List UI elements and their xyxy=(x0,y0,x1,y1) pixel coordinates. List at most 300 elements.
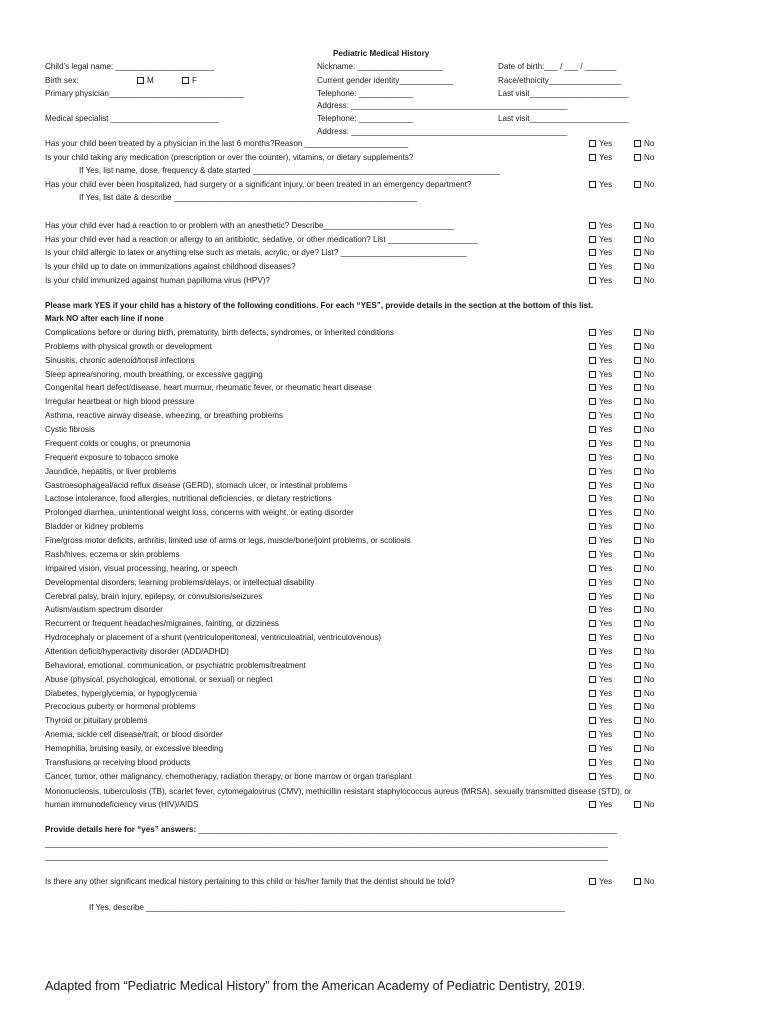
condition-no-checkbox[interactable] xyxy=(634,620,654,628)
condition-no-checkbox[interactable] xyxy=(634,745,654,753)
condition-yes-checkbox[interactable] xyxy=(589,759,612,767)
checkbox-icon xyxy=(589,398,596,405)
condition-yes-checkbox[interactable] xyxy=(589,634,612,642)
yes-label: Yes xyxy=(599,771,613,781)
checkbox-icon xyxy=(634,579,641,586)
yes-label: Yes xyxy=(599,411,613,421)
details-line-1: _____________________________________________________________________________________________ xyxy=(196,825,618,834)
checkbox-icon xyxy=(589,773,596,780)
reaction-yes-checkbox[interactable] xyxy=(589,277,612,285)
checkbox-icon xyxy=(589,329,596,336)
condition-no-checkbox[interactable] xyxy=(634,482,654,490)
condition-item: Hemophilia, bruising easily, or excessive bleeding xyxy=(45,744,224,754)
reaction-yes-checkbox[interactable] xyxy=(589,249,612,257)
checkbox-icon xyxy=(634,648,641,655)
specialist-field[interactable]: Medical specialist ________________________ xyxy=(45,114,219,123)
yes-label: Yes xyxy=(599,605,613,615)
no-label: No xyxy=(644,452,655,462)
no-label: No xyxy=(644,536,655,546)
condition-item: Bladder or kidney problems xyxy=(45,522,144,532)
condition-yes-checkbox[interactable] xyxy=(589,648,612,656)
reaction-question: Is your child up to date on immunizations against childhood diseases? xyxy=(45,262,296,272)
no-label: No xyxy=(644,744,655,754)
condition-no-checkbox[interactable] xyxy=(634,565,654,573)
no-label: No xyxy=(644,480,655,490)
yes-label: Yes xyxy=(599,438,613,448)
yes-label: Yes xyxy=(599,633,613,643)
checkbox-icon xyxy=(589,384,596,391)
checkbox-icon xyxy=(634,593,641,600)
yes-checkbox[interactable] xyxy=(589,878,612,886)
no-label: No xyxy=(644,563,655,573)
condition-yes-checkbox[interactable] xyxy=(589,426,612,434)
intro-yes-checkbox[interactable] xyxy=(589,154,612,162)
no-label: No xyxy=(644,221,655,230)
condition-no-checkbox[interactable] xyxy=(634,495,654,503)
yes-label: Yes xyxy=(599,153,613,162)
condition-item: Complications before or during birth, prematurity, birth defects, syndromes, or inherited conditions xyxy=(45,328,394,337)
checkbox-icon xyxy=(634,343,641,350)
condition-no-checkbox[interactable] xyxy=(634,509,654,517)
checkbox-icon xyxy=(634,384,641,391)
dob-field[interactable]: Date of birth:___ / ___ / _______ xyxy=(498,62,617,71)
checkbox-icon xyxy=(589,468,596,475)
yes-label: Yes xyxy=(599,369,613,379)
yes-label: Yes xyxy=(599,425,613,435)
no-label: No xyxy=(644,262,655,272)
condition-yes-checkbox[interactable] xyxy=(589,357,612,365)
condition-yes-checkbox[interactable] xyxy=(589,454,612,462)
yes-label: Yes xyxy=(599,757,613,767)
condition-no-checkbox[interactable] xyxy=(634,703,654,711)
condition-yes-checkbox[interactable] xyxy=(589,482,612,490)
no-label: No xyxy=(644,397,655,407)
details-field[interactable] xyxy=(45,826,617,834)
checkbox-icon xyxy=(589,606,596,613)
condition-yes-checkbox[interactable] xyxy=(589,398,612,406)
no-label: No xyxy=(644,153,655,162)
yes-checkbox[interactable] xyxy=(589,801,612,809)
condition-no-checkbox[interactable] xyxy=(634,440,654,448)
checkbox-icon xyxy=(137,77,144,84)
sex-f-label: F xyxy=(192,76,197,85)
no-label: No xyxy=(644,508,655,518)
footer-attribution: Adapted from “Pediatric Medical History” from the American Academy of Pediatric Dentistry, 2019. xyxy=(45,979,586,993)
condition-no-checkbox[interactable] xyxy=(634,731,654,739)
condition-no-checkbox[interactable] xyxy=(634,426,654,434)
condition-item: Gastroesophageal/acid reflux disease (GERD), stomach ulcer, or intestinal problems xyxy=(45,480,348,490)
condition-item: Attention deficit/hyperactivity disorder (ADD/ADHD) xyxy=(45,647,229,656)
no-label: No xyxy=(644,139,655,148)
intro-question[interactable]: If Yes, list name, dose, frequency & date started _______________________________________________________ xyxy=(79,166,501,175)
condition-no-checkbox[interactable] xyxy=(634,634,654,642)
checkbox-icon xyxy=(589,482,596,489)
no-label: No xyxy=(644,591,655,601)
condition-yes-checkbox[interactable] xyxy=(589,468,612,476)
physician-last-visit-field[interactable]: Last visit______________________ xyxy=(498,89,629,98)
yes-label: Yes xyxy=(599,536,613,546)
checkbox-icon xyxy=(589,579,596,586)
reaction-no-checkbox[interactable] xyxy=(634,277,654,285)
checkbox-icon xyxy=(589,676,596,683)
condition-yes-checkbox[interactable] xyxy=(589,537,612,545)
condition-item: Jaundice, hepatitis, or liver problems xyxy=(45,466,177,476)
checkbox-icon xyxy=(634,703,641,710)
checkbox-icon xyxy=(589,140,596,147)
no-label: No xyxy=(644,674,655,684)
no-label: No xyxy=(644,730,655,740)
condition-no-checkbox[interactable] xyxy=(634,593,654,601)
checkbox-icon xyxy=(589,371,596,378)
condition-yes-checkbox[interactable] xyxy=(589,620,612,628)
checkbox-icon xyxy=(634,634,641,641)
yes-label: Yes xyxy=(599,674,613,684)
condition-no-checkbox[interactable] xyxy=(634,759,654,767)
condition-no-checkbox[interactable] xyxy=(634,648,654,656)
reaction-no-checkbox[interactable] xyxy=(634,236,654,244)
yes-label: Yes xyxy=(599,563,613,573)
condition-item: Congenital heart defect/disease, heart murmur, rheumatic fever, or rheumatic heart disease xyxy=(45,383,372,393)
no-checkbox[interactable] xyxy=(634,801,654,809)
checkbox-icon xyxy=(589,154,596,161)
condition-no-checkbox[interactable] xyxy=(634,343,654,351)
checkbox-icon xyxy=(634,676,641,683)
checkbox-icon xyxy=(634,371,641,378)
condition-item: Cerebral palsy, brain injury, epilepsy, or convulsions/seizures xyxy=(45,591,263,601)
condition-yes-checkbox[interactable] xyxy=(589,690,612,698)
condition-no-checkbox[interactable] xyxy=(634,551,654,559)
checkbox-icon xyxy=(634,878,641,885)
checkbox-icon xyxy=(634,690,641,697)
condition-item: Developmental disorders, learning problems/delays, or intellectual disability xyxy=(45,577,315,587)
yes-label: Yes xyxy=(599,522,613,532)
condition-yes-checkbox[interactable] xyxy=(589,440,612,448)
checkbox-icon xyxy=(589,620,596,627)
checkbox-icon xyxy=(634,565,641,572)
yes-label: Yes xyxy=(599,716,613,726)
intro-yes-checkbox[interactable] xyxy=(589,181,612,189)
condition-no-checkbox[interactable] xyxy=(634,454,654,462)
intro-no-checkbox[interactable] xyxy=(634,154,654,162)
intro-no-checkbox[interactable] xyxy=(634,181,654,189)
condition-item: Irregular heartbeat or high blood pressure xyxy=(45,397,195,407)
condition-item: Frequent exposure to tobacco smoke xyxy=(45,452,179,462)
childs-name-field[interactable]: Child’s legal name: ______________________ xyxy=(45,62,215,71)
specialist-last-visit-field[interactable]: Last visit______________________ xyxy=(498,114,629,123)
race-field[interactable]: Race/ethnicity________________ xyxy=(498,76,621,85)
checkbox-icon xyxy=(589,731,596,738)
condition-item: Sleep apnea/snoring, mouth breathing, or excessive gagging xyxy=(45,369,263,379)
condition-yes-checkbox[interactable] xyxy=(589,495,612,503)
condition-yes-checkbox[interactable] xyxy=(589,551,612,559)
yes-label: Yes xyxy=(599,591,613,601)
condition-item: Transfusions or receiving blood products xyxy=(45,757,191,767)
condition-no-checkbox[interactable] xyxy=(634,412,654,420)
yes-label: Yes xyxy=(599,877,613,886)
no-label: No xyxy=(644,355,655,365)
condition-no-checkbox[interactable] xyxy=(634,537,654,545)
condition-yes-checkbox[interactable] xyxy=(589,717,612,725)
condition-item: Prolonged diarrhea, unintentional weight loss, concerns with weight, or eating disorder xyxy=(45,508,354,518)
details-line-2[interactable]: _____________________________________________________________________________________________________________________________ xyxy=(45,839,608,848)
condition-no-checkbox[interactable] xyxy=(634,523,654,531)
no-label: No xyxy=(644,234,655,244)
checkbox-icon xyxy=(634,717,641,724)
specialist-address-field[interactable]: Address: ________________________________________________ xyxy=(317,127,568,136)
condition-yes-checkbox[interactable] xyxy=(589,565,612,573)
checkbox-icon xyxy=(634,773,641,780)
checkbox-icon xyxy=(589,551,596,558)
checkbox-icon xyxy=(589,593,596,600)
yes-label: Yes xyxy=(599,549,613,559)
reaction-yes-checkbox[interactable] xyxy=(589,222,612,230)
yes-label: Yes xyxy=(599,480,613,490)
no-label: No xyxy=(644,688,655,698)
checkbox-icon xyxy=(634,277,641,284)
checkbox-icon xyxy=(589,662,596,669)
birth-sex-label: Birth sex: xyxy=(45,76,79,85)
condition-no-checkbox[interactable] xyxy=(634,606,654,614)
sex-m-label: M xyxy=(147,76,154,85)
no-label: No xyxy=(644,771,655,781)
checkbox-icon xyxy=(634,329,641,336)
specialist-telephone-field[interactable]: Telephone: ____________ xyxy=(317,114,413,123)
reaction-yes-checkbox[interactable] xyxy=(589,263,612,271)
checkbox-icon xyxy=(589,412,596,419)
no-label: No xyxy=(644,660,655,670)
no-label: No xyxy=(644,328,655,337)
no-label: No xyxy=(644,716,655,726)
no-label: No xyxy=(644,522,655,532)
condition-item: Sinusitis, chronic adenoid/tonsil infections xyxy=(45,355,195,365)
no-label: No xyxy=(644,438,655,448)
condition-item: Frequent colds or coughs, or pneumonia xyxy=(45,438,191,448)
checkbox-icon xyxy=(182,77,189,84)
condition-item: Impaired vision, visual processing, hearing, or speech xyxy=(45,563,238,573)
condition-yes-checkbox[interactable] xyxy=(589,731,612,739)
yes-label: Yes xyxy=(599,494,613,504)
reaction-no-checkbox[interactable] xyxy=(634,249,654,257)
checkbox-icon xyxy=(589,509,596,516)
checkbox-icon xyxy=(634,745,641,752)
physician-address-field[interactable]: Address: ________________________________________________ xyxy=(317,101,568,110)
no-label: No xyxy=(644,633,655,643)
checkbox-icon xyxy=(589,440,596,447)
details-line-3[interactable]: _____________________________________________________________________________________________________________________________ xyxy=(45,852,608,861)
yes-label: Yes xyxy=(599,688,613,698)
page-title: Pediatric Medical History xyxy=(333,49,430,58)
condition-yes-checkbox[interactable] xyxy=(589,745,612,753)
intro-question: Has your child been treated by a physician in the last 6 months?Reason _______________________ xyxy=(45,139,409,148)
condition-yes-checkbox[interactable] xyxy=(589,606,612,614)
condition-yes-checkbox[interactable] xyxy=(589,412,612,420)
intro-question[interactable]: If Yes, list date & describe ______________________________________________________ xyxy=(79,193,418,202)
checkbox-icon xyxy=(634,523,641,530)
checkbox-icon xyxy=(634,426,641,433)
checkbox-icon xyxy=(589,634,596,641)
yes-label: Yes xyxy=(599,702,613,712)
checkbox-icon xyxy=(634,537,641,544)
checkbox-icon xyxy=(589,222,596,229)
no-label: No xyxy=(644,619,655,629)
condition-yes-checkbox[interactable] xyxy=(589,523,612,531)
checkbox-icon xyxy=(634,662,641,669)
condition-yes-checkbox[interactable] xyxy=(589,509,612,517)
reaction-no-checkbox[interactable] xyxy=(634,222,654,230)
condition-no-checkbox[interactable] xyxy=(634,690,654,698)
checkbox-icon xyxy=(589,495,596,502)
checkbox-icon xyxy=(589,343,596,350)
condition-item: Cystic fibrosis xyxy=(45,425,95,435)
condition-item: Anemia, sickle cell disease/trait, or blood disorder xyxy=(45,730,223,740)
yes-label: Yes xyxy=(599,383,613,393)
yes-label: Yes xyxy=(599,730,613,740)
condition-infections-line-1: Mononucleosis, tuberculosis (TB), scarlet fever, cytomegalovirus (CMV), methicillin resistant staphylococcus aureus (MRSA), sexually transmitted disease (STD), or xyxy=(45,787,632,796)
checkbox-icon xyxy=(634,398,641,405)
condition-no-checkbox[interactable] xyxy=(634,329,654,337)
checkbox-icon xyxy=(634,263,641,270)
checkbox-icon xyxy=(589,357,596,364)
reaction-question: Has your child ever had a reaction to or problem with an anesthetic? Describe_____________________________ xyxy=(45,221,455,230)
sex-m-checkbox[interactable] xyxy=(137,77,154,85)
reaction-question: Has your child ever had a reaction or allergy to an antibiotic, sedative, or other medication? List ____________________ xyxy=(45,234,478,244)
yes-label: Yes xyxy=(599,262,613,272)
yes-label: Yes xyxy=(599,660,613,670)
no-label: No xyxy=(644,757,655,767)
condition-no-checkbox[interactable] xyxy=(634,676,654,684)
reaction-question: Is your child allergic to latex or anything else such as metals, acrylic, or dye? List? ____________________________ xyxy=(45,248,467,258)
checkbox-icon xyxy=(634,249,641,256)
checkbox-icon xyxy=(589,703,596,710)
checkbox-icon xyxy=(634,222,641,229)
condition-item: Behavioral, emotional, communication, or psychiatric problems/treatment xyxy=(45,660,306,670)
condition-no-checkbox[interactable] xyxy=(634,357,654,365)
condition-no-checkbox[interactable] xyxy=(634,579,654,587)
condition-item: Diabetes, hyperglycemia, or hypoglycemia xyxy=(45,688,198,698)
no-label: No xyxy=(644,800,655,809)
checkbox-icon xyxy=(634,140,641,147)
no-label: No xyxy=(644,605,655,615)
yes-label: Yes xyxy=(599,647,613,656)
checkbox-icon xyxy=(634,731,641,738)
yes-label: Yes xyxy=(599,452,613,462)
checkbox-icon xyxy=(634,759,641,766)
yes-label: Yes xyxy=(599,275,613,285)
no-label: No xyxy=(644,248,655,258)
checkbox-icon xyxy=(589,878,596,885)
checkbox-icon xyxy=(589,426,596,433)
condition-yes-checkbox[interactable] xyxy=(589,676,612,684)
checkbox-icon xyxy=(634,495,641,502)
checkbox-icon xyxy=(589,236,596,243)
condition-item: Abuse (physical, psychological, emotional, or sexual) or neglect xyxy=(45,674,273,684)
yes-label: Yes xyxy=(599,466,613,476)
condition-no-checkbox[interactable] xyxy=(634,662,654,670)
condition-yes-checkbox[interactable] xyxy=(589,773,612,781)
condition-yes-checkbox[interactable] xyxy=(589,371,612,379)
nickname-field[interactable]: Nickname: ___________________ xyxy=(317,62,444,71)
checkbox-icon xyxy=(634,412,641,419)
checkbox-icon xyxy=(589,690,596,697)
checkbox-icon xyxy=(589,181,596,188)
condition-yes-checkbox[interactable] xyxy=(589,703,612,711)
condition-item: Rash/hives, eczema or skin problems xyxy=(45,549,180,559)
reaction-question: Is your child immunized against human papilloma virus (HPV)? xyxy=(45,275,270,285)
condition-item: Cancer, tumor, other malignancy, chemotherapy, radiation therapy, or bone marrow or organ transplant xyxy=(45,771,412,781)
reaction-no-checkbox[interactable] xyxy=(634,263,654,271)
yes-label: Yes xyxy=(599,577,613,587)
checkbox-icon xyxy=(589,565,596,572)
condition-no-checkbox[interactable] xyxy=(634,717,654,725)
condition-infections-line-2: human immunodeficiency virus (HIV)/AIDS xyxy=(45,800,199,809)
yes-label: Yes xyxy=(599,221,613,230)
condition-no-checkbox[interactable] xyxy=(634,773,654,781)
condition-yes-checkbox[interactable] xyxy=(589,343,612,351)
checkbox-icon xyxy=(634,620,641,627)
condition-item: Fine/gross motor deficits, arthritis, limited use of arms or legs, muscle/bone/joint problems, or scoliosis xyxy=(45,536,411,546)
condition-item: Lactose intolerance, food allergies, nutritional deficiencies, or dietary restrictions xyxy=(45,494,332,504)
intro-yes-checkbox[interactable] xyxy=(589,140,612,148)
instructions-line-2: Mark NO after each line if none xyxy=(45,314,164,323)
condition-item: Hydrocephaly or placement of a shunt (ventriculoperitoneal, ventriculoatrial, ventriculovenous) xyxy=(45,633,382,643)
no-label: No xyxy=(644,383,655,393)
condition-yes-checkbox[interactable] xyxy=(589,579,612,587)
reaction-yes-checkbox[interactable] xyxy=(589,236,612,244)
intro-no-checkbox[interactable] xyxy=(634,140,654,148)
gender-field[interactable]: Current gender identity____________ xyxy=(317,76,454,85)
checkbox-icon xyxy=(634,154,641,161)
yes-label: Yes xyxy=(599,744,613,754)
instructions-line-1: Please mark YES if your child has a history of the following conditions. For each “YES”, provide details in the section at the bottom of this list. xyxy=(45,301,594,310)
condition-no-checkbox[interactable] xyxy=(634,371,654,379)
condition-item: Thyroid or pituitary problems xyxy=(45,716,148,726)
checkbox-icon xyxy=(589,745,596,752)
no-label: No xyxy=(644,577,655,587)
no-label: No xyxy=(644,549,655,559)
checkbox-icon xyxy=(589,801,596,808)
no-label: No xyxy=(644,180,655,189)
physician-telephone-field[interactable]: Telephone: ____________ xyxy=(317,89,413,98)
checkbox-icon xyxy=(634,509,641,516)
checkbox-icon xyxy=(589,648,596,655)
condition-no-checkbox[interactable] xyxy=(634,384,654,392)
condition-item: Problems with physical growth or development xyxy=(45,341,212,351)
no-checkbox[interactable] xyxy=(634,878,654,886)
no-label: No xyxy=(644,877,655,886)
no-label: No xyxy=(644,275,655,285)
checkbox-icon xyxy=(589,523,596,530)
checkbox-icon xyxy=(634,440,641,447)
checkbox-icon xyxy=(589,249,596,256)
no-label: No xyxy=(644,411,655,421)
checkbox-icon xyxy=(589,717,596,724)
condition-no-checkbox[interactable] xyxy=(634,468,654,476)
yes-label: Yes xyxy=(599,800,613,809)
condition-yes-checkbox[interactable] xyxy=(589,329,612,337)
condition-yes-checkbox[interactable] xyxy=(589,662,612,670)
condition-yes-checkbox[interactable] xyxy=(589,593,612,601)
condition-item: Precocious puberty or hormonal problems xyxy=(45,702,196,712)
yes-label: Yes xyxy=(599,508,613,518)
checkbox-icon xyxy=(634,357,641,364)
sex-f-checkbox[interactable] xyxy=(182,77,197,85)
physician-field[interactable]: Primary physician______________________________ xyxy=(45,89,244,98)
condition-item: Asthma, reactive airway disease, wheezing, or breathing problems xyxy=(45,411,283,421)
condition-yes-checkbox[interactable] xyxy=(589,384,612,392)
condition-no-checkbox[interactable] xyxy=(634,398,654,406)
details-label: Provide details here for “yes” answers: xyxy=(45,825,197,834)
if-yes-describe-field[interactable]: If Yes, describe _____________________________________________________________________________________________ xyxy=(89,903,565,912)
